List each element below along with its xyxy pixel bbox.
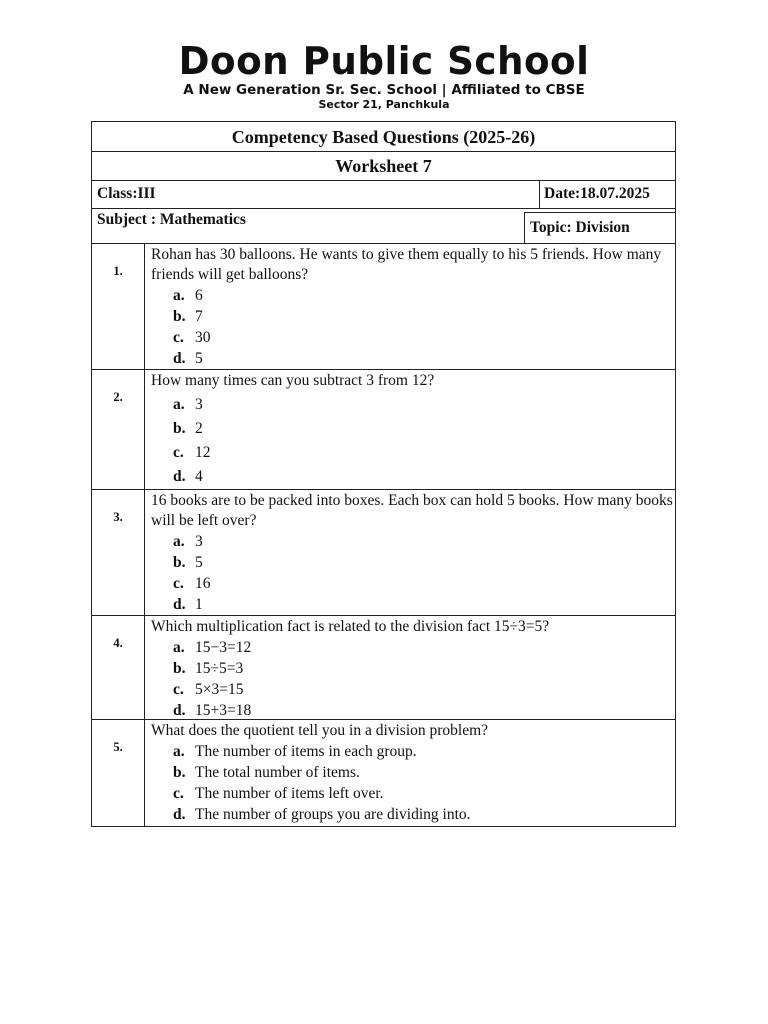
- option-text: The total number of items.: [195, 764, 360, 781]
- option-text: 15+3=18: [195, 702, 252, 719]
- question-text: Which multiplication fact is related to the division fact 15÷3=5?: [151, 618, 550, 635]
- option-key: a.: [173, 743, 185, 760]
- school-header: [0, 0, 768, 118]
- subject-label: Subject : Mathematics: [97, 211, 246, 228]
- worksheet-table: [91, 121, 676, 827]
- option-text: The number of items in each group.: [195, 743, 417, 760]
- question-text: What does the quotient tell you in a division problem?: [151, 722, 489, 739]
- option-item: [173, 741, 675, 762]
- school-logo: Doon Public School: [178, 39, 590, 83]
- option-list: [151, 531, 675, 615]
- option-item: [173, 762, 675, 783]
- option-key: d.: [173, 468, 186, 485]
- option-key: c.: [173, 444, 184, 461]
- option-key: d.: [173, 350, 186, 367]
- option-key: b.: [173, 554, 186, 571]
- option-item: [173, 594, 675, 615]
- question-text: How many times can you subtract 3 from 12?: [151, 372, 435, 389]
- option-text: 1: [195, 596, 203, 613]
- option-item: [173, 285, 675, 306]
- option-text: 5: [195, 350, 203, 367]
- option-text: 5: [195, 554, 203, 571]
- option-item: [173, 804, 675, 825]
- option-text: 3: [195, 396, 203, 413]
- option-key: d.: [173, 806, 186, 823]
- option-key: d.: [173, 702, 186, 719]
- question-row: [92, 244, 675, 370]
- option-key: b.: [173, 660, 186, 677]
- option-list: [151, 741, 675, 825]
- option-item: [173, 573, 675, 594]
- option-item: [173, 306, 675, 327]
- class-date-row: [92, 181, 675, 209]
- option-text: 15−3=12: [195, 639, 252, 656]
- option-text: 16: [195, 575, 211, 592]
- option-text: The number of items left over.: [195, 785, 384, 802]
- question-row: [92, 616, 675, 720]
- option-key: c.: [173, 575, 184, 592]
- option-key: d.: [173, 596, 186, 613]
- class-label: Class:III: [92, 181, 540, 208]
- option-list: [151, 285, 675, 369]
- option-item: [173, 783, 675, 804]
- option-key: a.: [173, 639, 185, 656]
- option-text: 6: [195, 287, 203, 304]
- question-text: 16 books are to be packed into boxes. Each box can hold 5 books. How many books will be left over?: [151, 492, 673, 529]
- question-number: 2.: [92, 370, 145, 489]
- option-key: c.: [173, 329, 184, 346]
- option-item: [173, 531, 675, 552]
- question-text: Rohan has 30 balloons. He wants to give them equally to his 5 friends. How many friends will get balloons?: [151, 246, 662, 283]
- question-number: 3.: [92, 490, 145, 615]
- option-item: [173, 393, 675, 417]
- question-number: 1.: [92, 244, 145, 369]
- question-row: [92, 490, 675, 616]
- topic-label: Topic: Division: [524, 212, 675, 243]
- question-row: [92, 370, 675, 490]
- option-key: a.: [173, 287, 185, 304]
- option-item: [173, 637, 675, 658]
- question-row: [92, 720, 675, 826]
- option-text: 15÷5=3: [195, 660, 244, 677]
- option-text: 4: [195, 468, 203, 485]
- option-text: 3: [195, 533, 203, 550]
- subject-topic-row: [92, 209, 675, 244]
- option-item: [173, 348, 675, 369]
- option-text: The number of groups you are dividing into.: [195, 806, 471, 823]
- option-list: [151, 393, 675, 489]
- option-text: 7: [195, 308, 203, 325]
- date-label: Date:18.07.2025: [544, 185, 650, 202]
- option-text: 12: [195, 444, 211, 461]
- question-body: [145, 720, 675, 826]
- option-item: [173, 658, 675, 679]
- option-key: c.: [173, 785, 184, 802]
- option-text: 2: [195, 420, 203, 437]
- question-body: [145, 616, 675, 719]
- option-item: [173, 552, 675, 573]
- option-item: [173, 679, 675, 700]
- question-number: 5.: [92, 720, 145, 826]
- option-item: [173, 417, 675, 441]
- option-item: [173, 465, 675, 489]
- option-key: b.: [173, 764, 186, 781]
- question-body: [145, 370, 675, 489]
- option-text: 30: [195, 329, 211, 346]
- school-address: Sector 21, Panchkula: [318, 98, 450, 111]
- worksheet-title: Competency Based Questions (2025-26): [92, 122, 675, 152]
- option-key: b.: [173, 308, 186, 325]
- option-list: [151, 637, 675, 721]
- option-item: [173, 700, 675, 721]
- option-key: a.: [173, 533, 185, 550]
- option-key: b.: [173, 420, 186, 437]
- option-item: [173, 327, 675, 348]
- question-number: 4.: [92, 616, 145, 719]
- option-item: [173, 441, 675, 465]
- option-key: a.: [173, 396, 185, 413]
- option-text: 5×3=15: [195, 681, 244, 698]
- option-key: c.: [173, 681, 184, 698]
- question-body: [145, 490, 675, 615]
- school-tagline: A New Generation Sr. Sec. School | Affiliated to CBSE: [183, 82, 585, 98]
- question-body: [145, 244, 675, 369]
- worksheet-number: Worksheet 7: [92, 152, 675, 181]
